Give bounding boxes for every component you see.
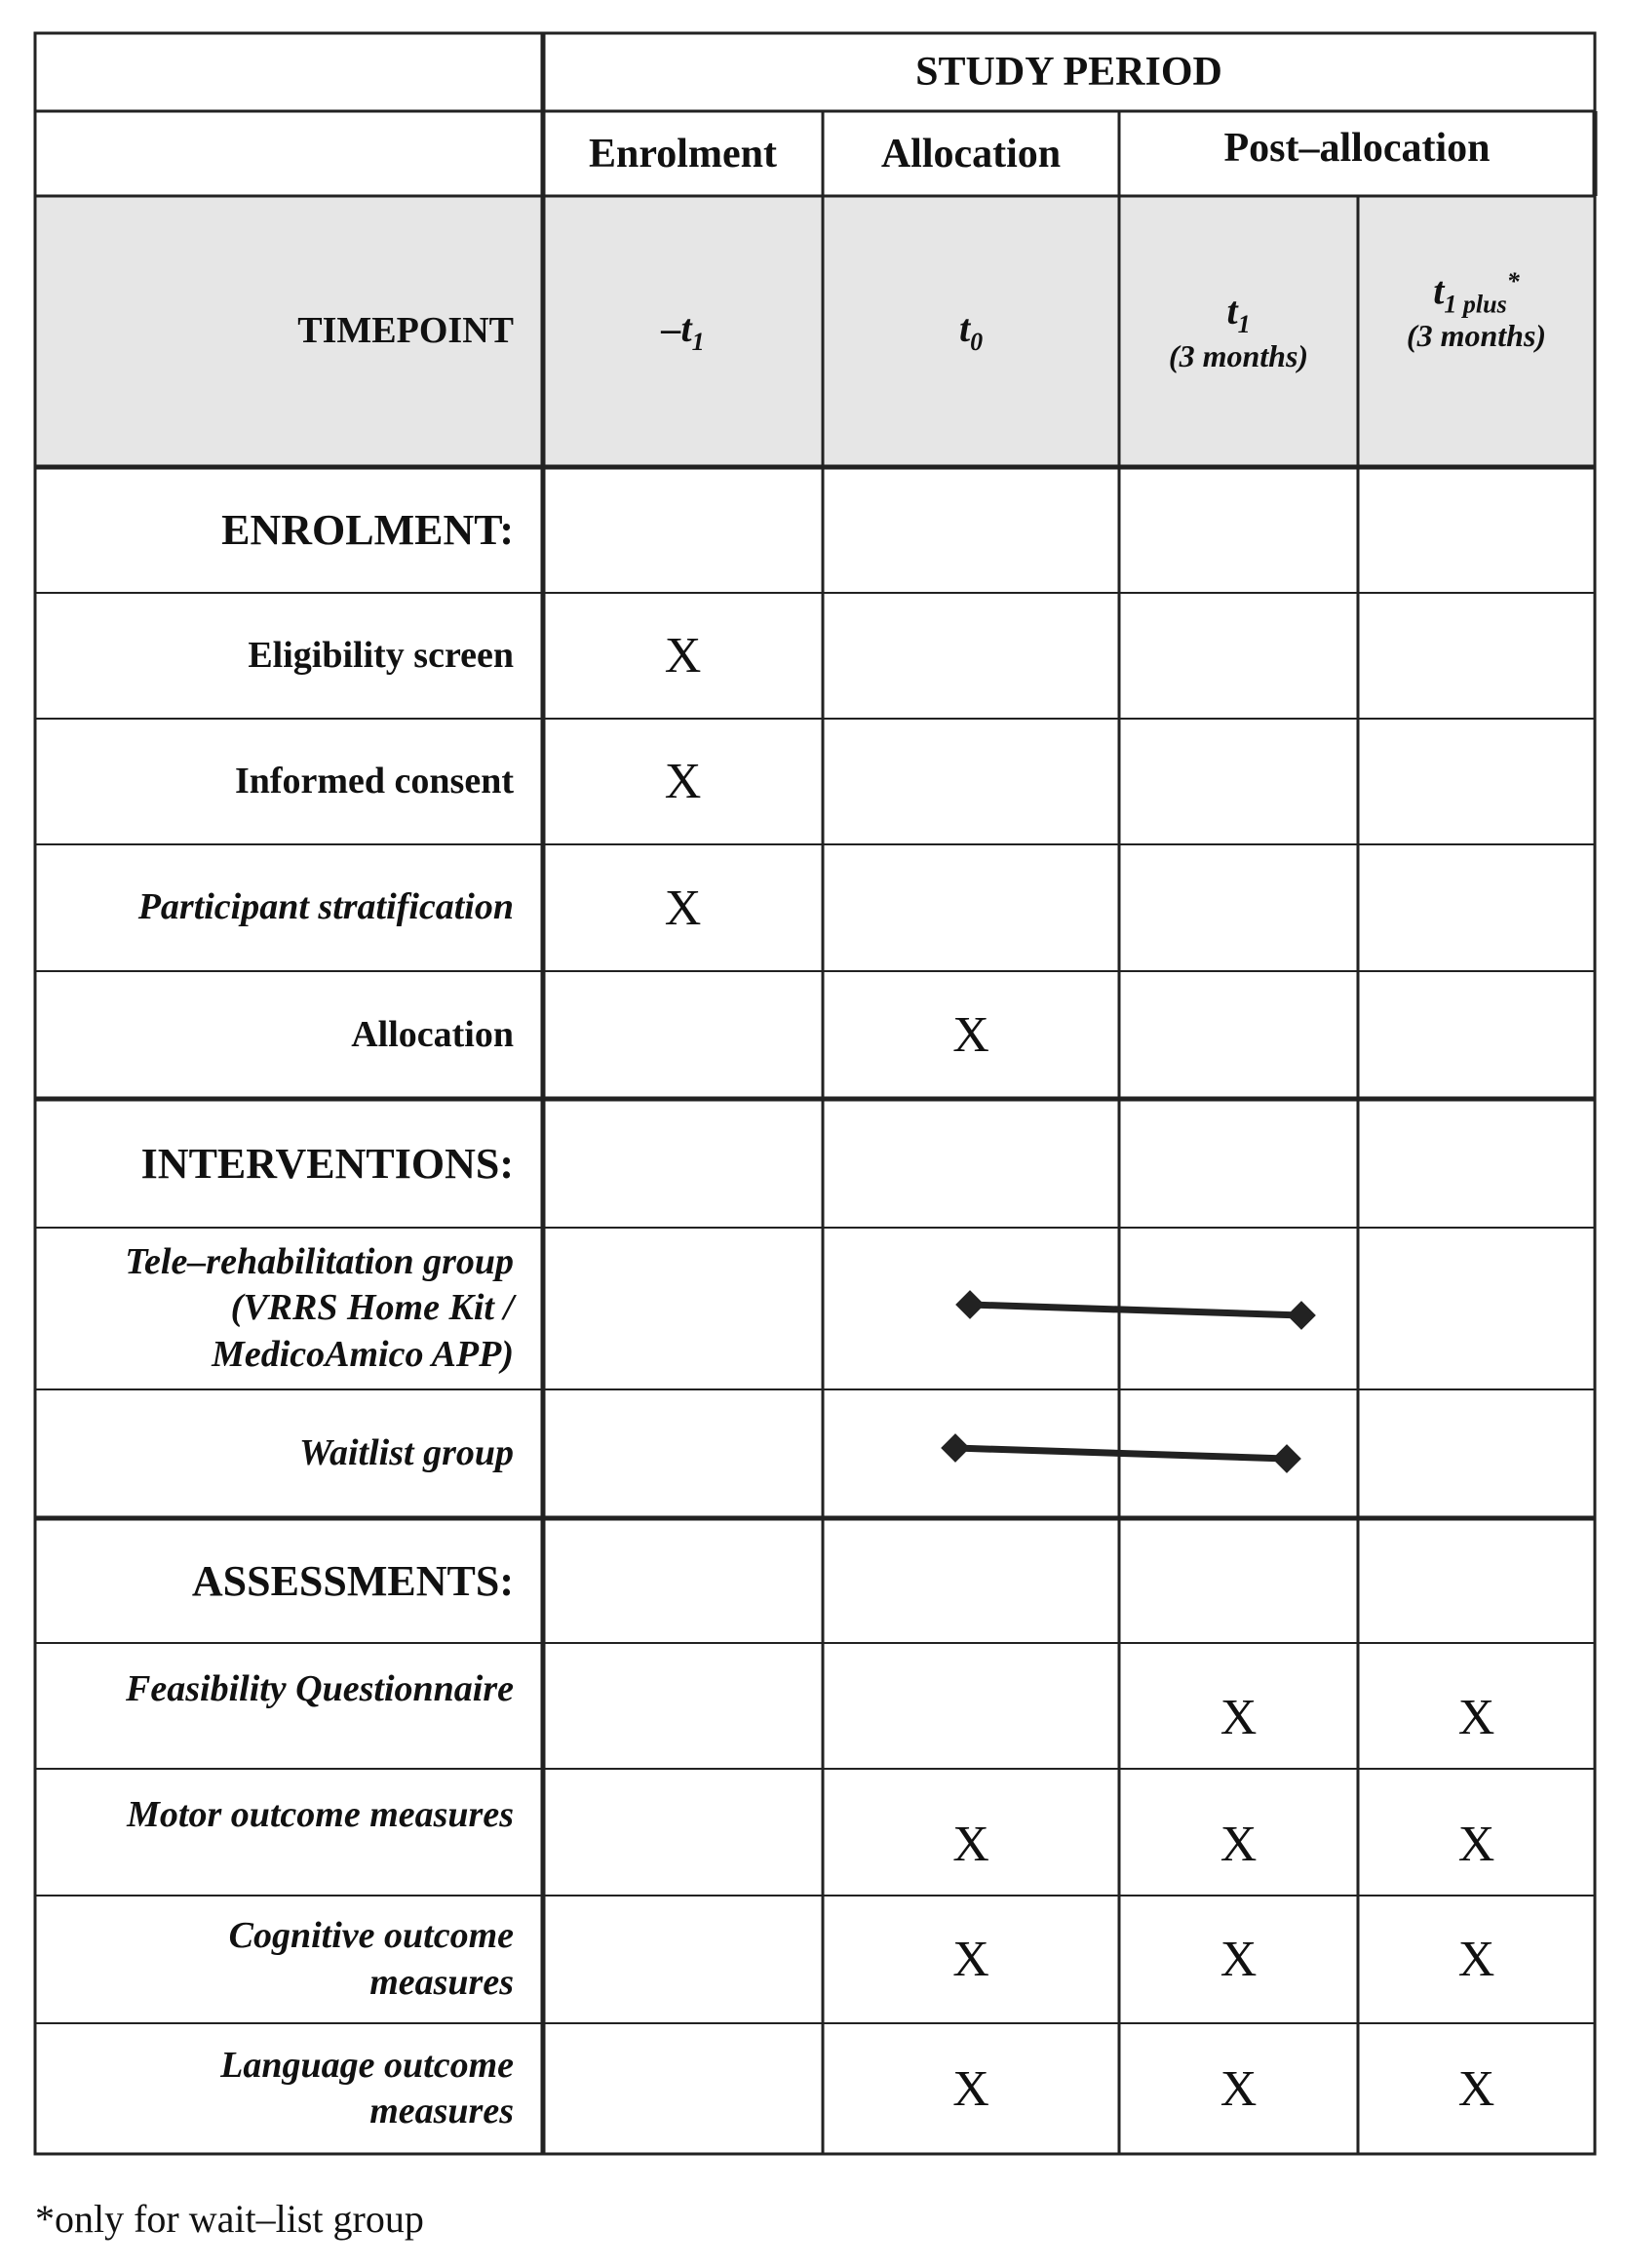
timepoint-t0 [823,196,1119,467]
mark-cognitive-t0: X [952,1932,989,1987]
study-period-header: STUDY PERIOD [915,50,1222,95]
row-eligibility-screen: Eligibility screen [248,634,514,676]
timepoint-t1-sub: 1 [1237,310,1251,339]
mark-language-t1-plus: X [1457,2060,1495,2117]
timepoint-t1-plus-sup: * [1506,267,1520,296]
waitlist-bar-end-diamond [1273,1445,1300,1472]
row-motor-outcome-measures: Motor outcome measures [127,1794,514,1835]
row-feasibility-questionnaire: Feasibility Questionnaire [126,1668,514,1709]
timepoint-minus-t1-sub: 1 [691,327,705,356]
timepoint-t1-plus-sub: 1 plus [1444,290,1507,319]
timepoint-minus-t1-main: –t [661,305,692,350]
footnote: *only for wait–list group [35,2197,424,2241]
mark-motor-t0: X [952,1816,989,1872]
mark-cognitive-t1-plus: X [1457,1932,1495,1987]
tele-bar-end-diamond [1288,1302,1315,1329]
mark-motor-t1-plus: X [1457,1816,1495,1872]
timepoint-t1-main: t [1226,289,1238,333]
timepoint-t1-plus-note: (3 months) [1406,318,1547,354]
timepoint-t0-sub: 0 [970,327,984,356]
mark-consent-enrolment: X [664,754,702,809]
mark-feasibility-t1-plus: X [1457,1690,1495,1745]
mark-language-t1: X [1220,2060,1258,2117]
section-interventions: INTERVENTIONS: [140,1139,514,1188]
waitlist-bar-start-diamond [942,1434,969,1462]
tele-label-line2: (VRRS Home Kit / [230,1287,514,1329]
tele-label-line1: Tele–rehabilitation group [125,1240,514,1282]
timepoint-label: TIMEPOINT [297,310,514,352]
timepoint-t0-main: t [958,305,971,350]
post-allocation-header: Post–allocation [1223,125,1491,171]
waitlist-duration-bar [942,1434,1300,1472]
row-tele-rehabilitation-group [35,1228,543,1389]
tele-rehab-duration-bar [956,1291,1315,1329]
language-label-line2: measures [369,2091,514,2131]
allocation-header: Allocation [880,131,1062,176]
timepoint-t1-note: (3 months) [1168,337,1309,373]
mark-eligibility-enrolment: X [664,628,702,684]
timepoint-minus-t1 [543,196,823,467]
section-assessments: ASSESSMENTS: [191,1556,514,1605]
timepoint-t1-plus-main: t [1433,268,1445,313]
timepoint-t1-plus [1358,176,1595,447]
mark-allocation-t0: X [952,1007,989,1063]
row-waitlist-group: Waitlist group [299,1432,514,1474]
mark-stratification-enrolment: X [664,880,702,936]
timepoint-t1 [1119,196,1358,467]
cognitive-label-line1: Cognitive outcome [228,1915,514,1956]
enrolment-header: Enrolment [589,131,777,176]
row-informed-consent: Informed consent [234,760,514,802]
tele-bar-start-diamond [956,1291,984,1318]
cognitive-label-line2: measures [369,1961,514,2003]
mark-language-t0: X [952,2060,989,2117]
mark-feasibility-t1: X [1220,1690,1258,1745]
language-label-line1: Language outcome [220,2044,514,2086]
mark-motor-t1: X [1220,1816,1258,1872]
mark-cognitive-t1: X [1220,1932,1258,1987]
tele-label-line3: MedicoAmico APP) [212,1333,514,1375]
row-language-outcome-measures [35,2023,543,2154]
row-cognitive-outcome-measures [35,1896,543,2023]
section-enrolment: ENROLMENT: [221,506,514,554]
row-allocation: Allocation [351,1013,514,1055]
row-participant-stratification: Participant stratification [137,886,514,928]
